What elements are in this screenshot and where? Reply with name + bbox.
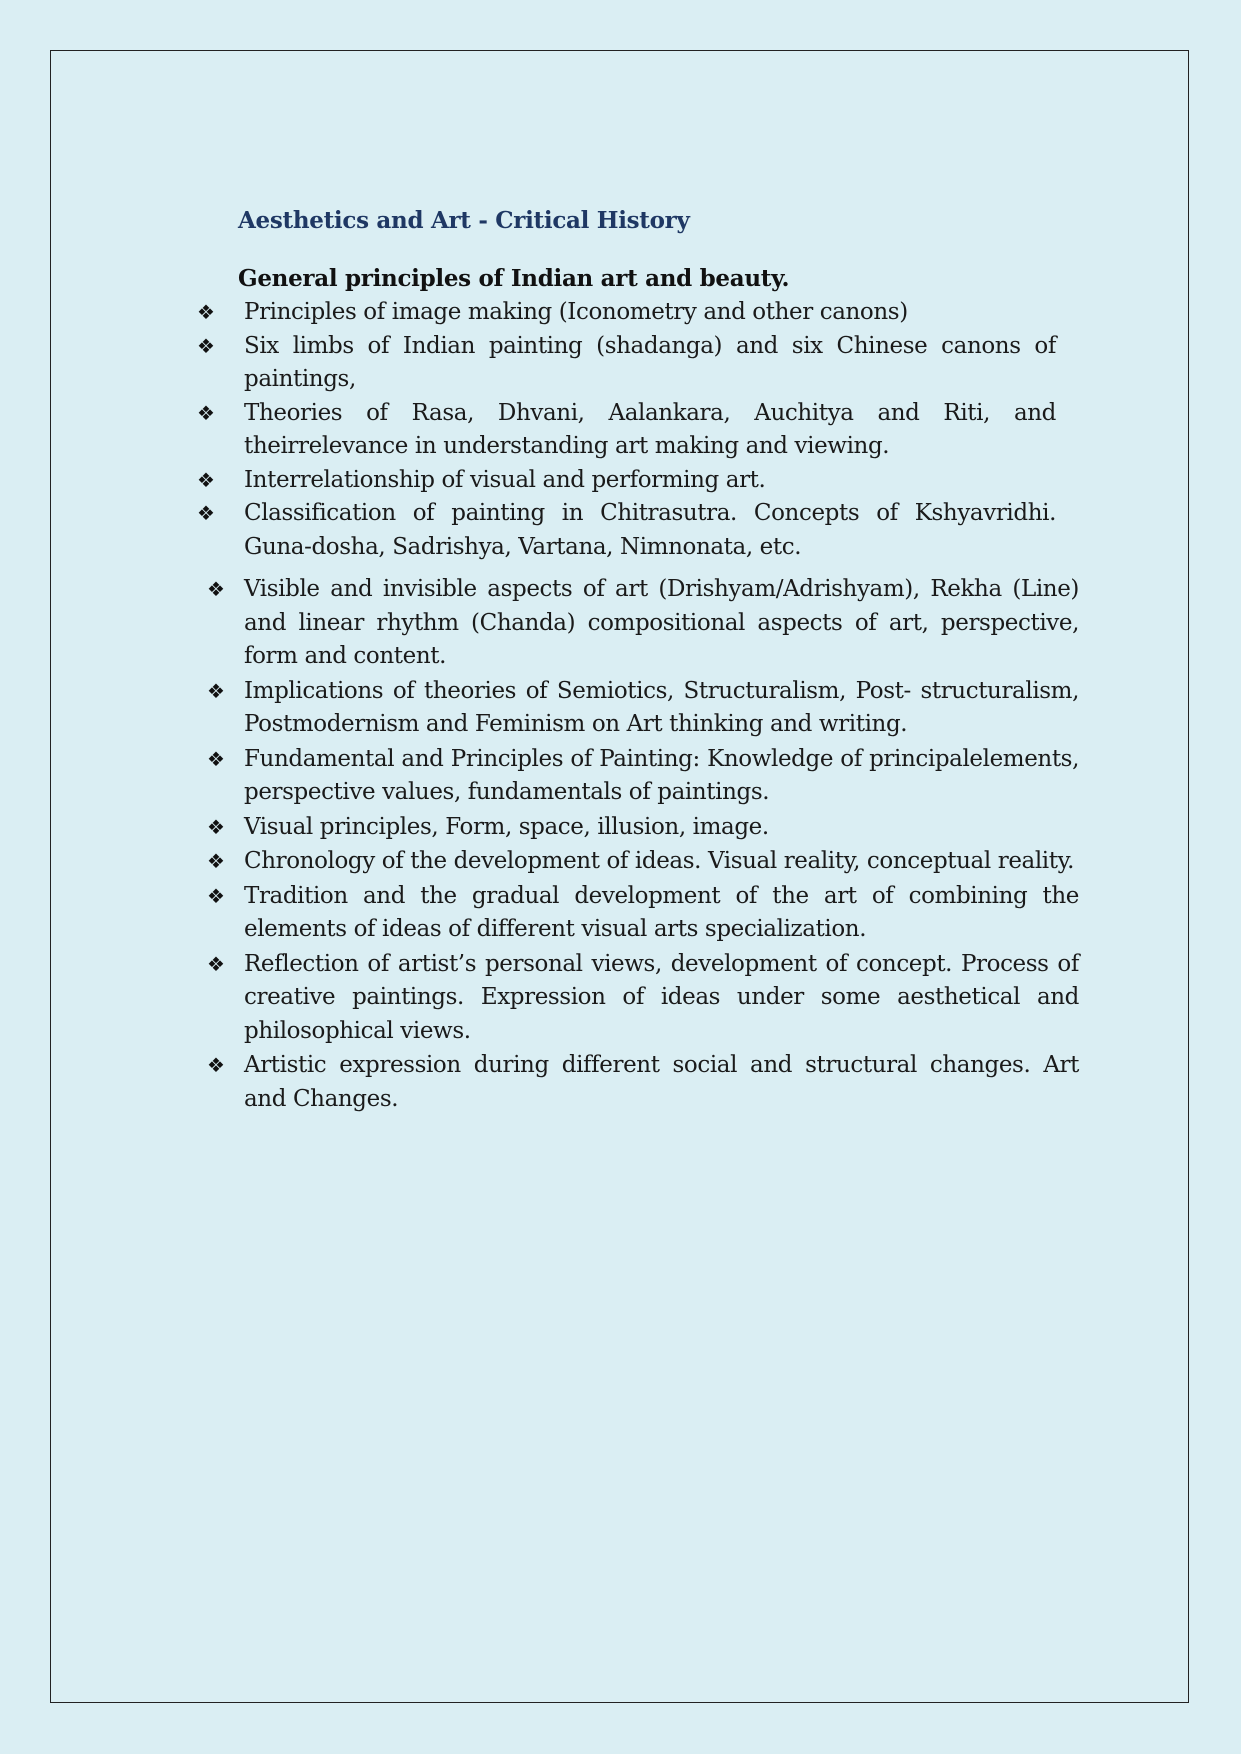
diamond-bullet-icon: ❖: [197, 300, 215, 324]
list-item: [0, 948, 1079, 1049]
list-item-text: Theories of Rasa, Dhvani, Aalankara, Auchitya and Riti, and theirrelevance in understanding art making and viewing.: [244, 399, 1056, 459]
diamond-bullet-icon: ❖: [197, 333, 215, 358]
list-item: [0, 296, 1056, 330]
list-item: [0, 675, 1079, 742]
list-item-text: Visible and invisible aspects of art (Drishyam/Adrishyam), Rekha (Line) and linear rhythm (Chanda) compositional aspects of art, perspective, form and content.: [244, 576, 1079, 669]
list-item-text: Chronology of the development of ideas. Visual reality, conceptual reality.: [244, 848, 1075, 874]
list-item-text: Principles of image making (Iconometry and other canons): [244, 299, 908, 325]
list-item-text: Interrelationship of visual and performing art.: [244, 466, 766, 493]
diamond-bullet-icon: ❖: [207, 849, 225, 873]
list-item: [0, 811, 1079, 845]
list-item-text: Fundamental and Principles of Painting: Knowledge of principalelements, perspective values, fundamentals of paintings.: [244, 745, 1079, 805]
list-item-text: Implications of theories of Semiotics, Structuralism, Post- structuralism, Postmodernism and Feminism on Art thinking and writing.: [244, 677, 1079, 737]
list-item-text: Visual principles, Form, space, illusion, image.: [244, 813, 769, 840]
list-item: [0, 1049, 1079, 1116]
diamond-bullet-icon: ❖: [207, 951, 225, 976]
bullet-list-group-b: [0, 573, 1241, 1116]
syllabus-list: [0, 296, 1241, 1132]
diamond-bullet-icon: ❖: [197, 501, 215, 525]
list-item-text: Six limbs of Indian painting (shadanga) and six Chinese canons of paintings,: [244, 332, 1056, 392]
diamond-bullet-icon: ❖: [207, 577, 225, 601]
diamond-bullet-icon: ❖: [207, 814, 225, 839]
list-item: [0, 743, 1079, 810]
diamond-bullet-icon: ❖: [197, 467, 215, 492]
list-item: [0, 845, 1079, 879]
diamond-bullet-icon: ❖: [207, 678, 225, 703]
diamond-bullet-icon: ❖: [197, 400, 215, 425]
bullet-list-group-a: [0, 296, 1241, 564]
list-item: [0, 464, 1056, 498]
diamond-bullet-icon: ❖: [207, 883, 225, 908]
section-subheading: General principles of Indian art and beauty.: [238, 265, 790, 292]
list-item-text: Tradition and the gradual development of the art of combining the elements of ideas of different visual arts specialization.: [244, 882, 1079, 942]
diamond-bullet-icon: ❖: [207, 746, 225, 771]
list-item: [0, 330, 1056, 397]
page-title: Aesthetics and Art - Critical History: [238, 207, 690, 234]
list-item: [0, 880, 1079, 947]
list-item-text: Classification of painting in Chitrasutra. Concepts of Kshyavridhi. Guna-dosha, Sadrishya, Vartana, Nimnonata, etc.: [244, 500, 1056, 560]
list-item: [0, 573, 1079, 674]
list-item: [0, 497, 1056, 564]
list-item-text: Artistic expression during different social and structural changes. Art and Changes.: [244, 1052, 1079, 1112]
list-item-text: Reflection of artist’s personal views, development of concept. Process of creative paintings. Expression of ideas under some aesthetical and philosophical views.: [244, 950, 1079, 1044]
list-item: [0, 397, 1056, 464]
diamond-bullet-icon: ❖: [207, 1053, 225, 1077]
